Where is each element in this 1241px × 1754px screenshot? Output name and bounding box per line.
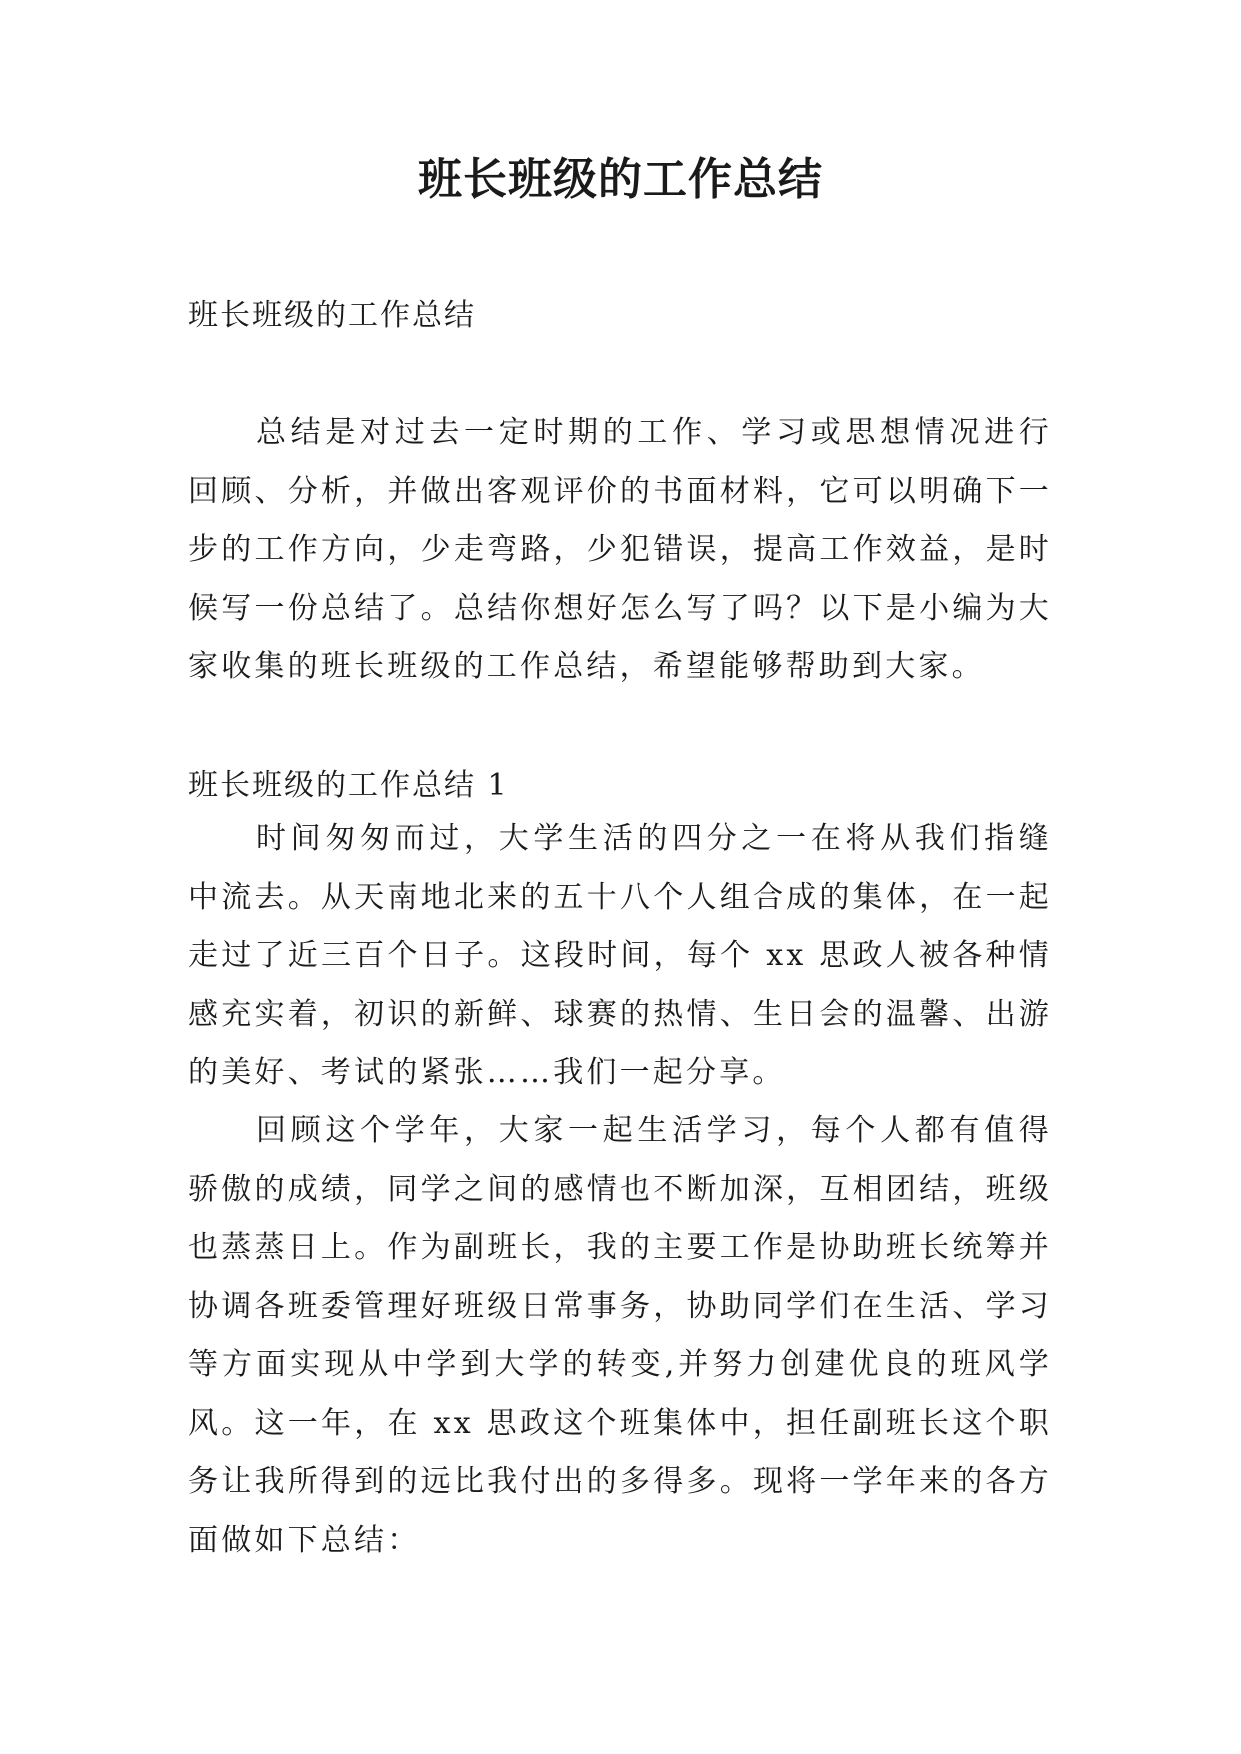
body-paragraph-2: 回顾这个学年，大家一起生活学习，每个人都有值得骄傲的成绩，同学之间的感情也不断加深，互相团结，班级也蒸蒸日上。作为副班长，我的主要工作是协助班长统筹并协调各班委管理好班级日常事务，协助同学们在生活、学习等方面实现从中学到大学的转变,并努力创建优良的班风学风。这一年，在 xx 思政这个班集体中，担任副班长这个职务让我所得到的远比我付出的多得多。现将一学年来的各方面做如下总结：: [188, 1113, 1052, 1558]
document-subtitle: 班长班级的工作总结: [188, 298, 476, 333]
section-heading: 班长班级的工作总结 1: [188, 768, 509, 803]
intro-paragraph: 总结是对过去一定时期的工作、学习或思想情况进行回顾、分析，并做出客观评价的书面材料，它可以明确下一步的工作方向，少走弯路，少犯错误，提高工作效益，是时候写一份总结了。总结你想好怎么写了吗？以下是小编为大家收集的班长班级的工作总结，希望能够帮助到大家。: [188, 415, 1052, 684]
document-title: 班长班级的工作总结: [418, 154, 823, 205]
body-paragraph-1: 时间匆匆而过，大学生活的四分之一在将从我们指缝中流去。从天南地北来的五十八个人组合成的集体，在一起走过了近三百个日子。这段时间，每个 xx 思政人被各种情感充实着，初识的新鲜、球赛的热情、生日会的温馨、出游的美好、考试的紧张……我们一起分享。: [188, 821, 1052, 1090]
